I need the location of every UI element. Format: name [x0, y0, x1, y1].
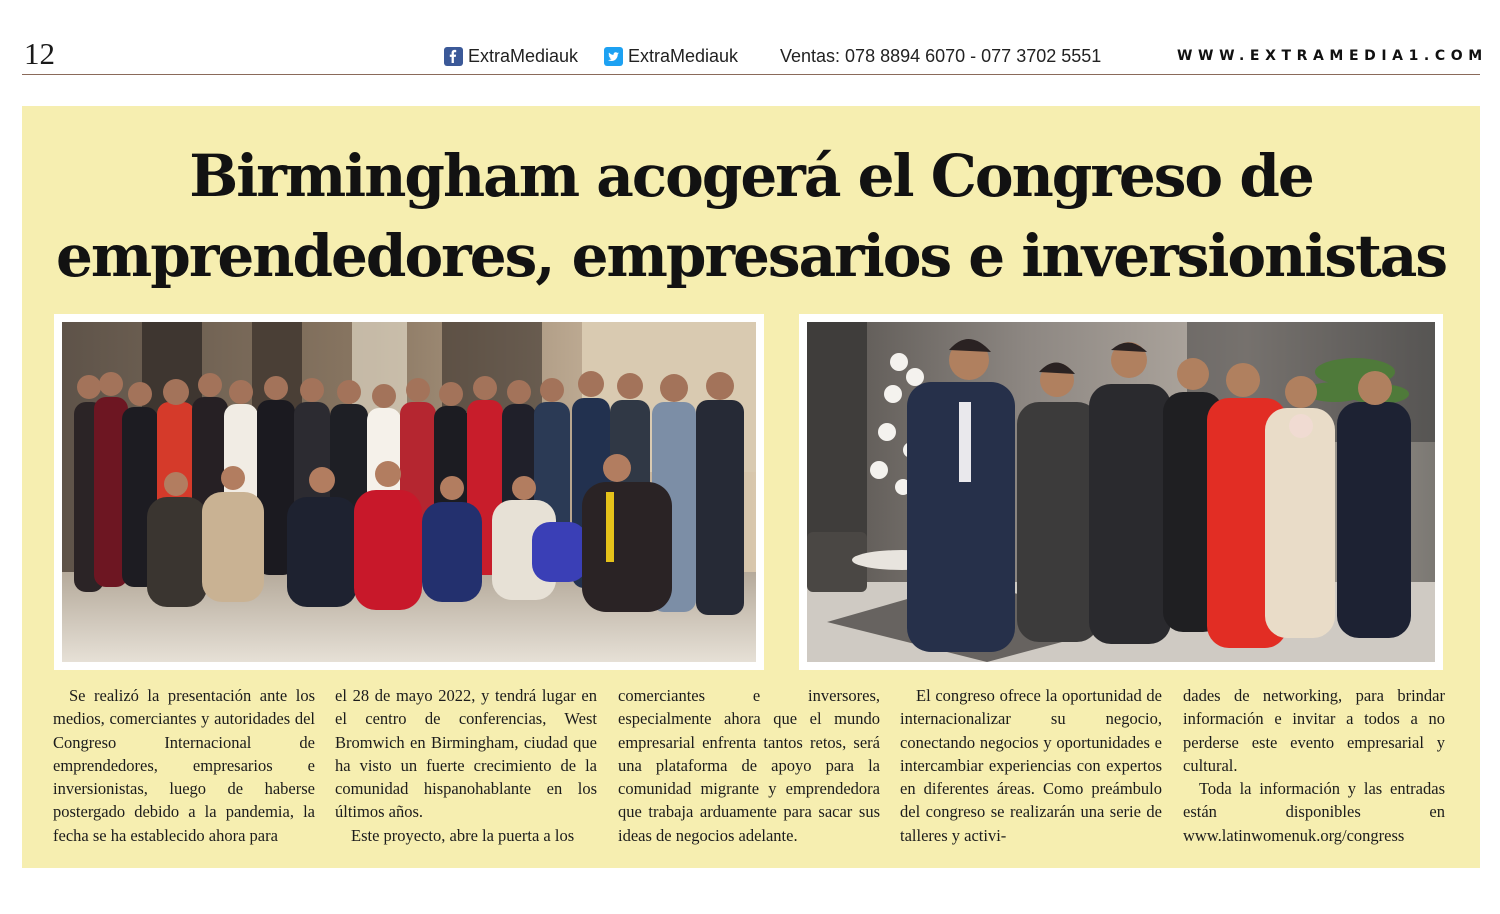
twitter-icon: [604, 47, 623, 66]
group-photo-event-image: [62, 322, 756, 662]
twitter-handle: ExtraMediauk: [628, 46, 739, 66]
article-paragraph: el 28 de mayo 2022, y tendrá lugar en el centro de conferencias, West Bromwich en Birmingham, ciudad que ha visto un fuerte crecimiento de la comunidad hispanohablante en los últimos años.: [335, 686, 597, 822]
article-column-4: [900, 684, 1162, 847]
article-paragraph: Toda la información y las entradas están disponibles en www.latinwomenuk.org/congress: [1183, 779, 1445, 845]
page-number: 12: [24, 36, 55, 71]
article-panel: [22, 106, 1480, 868]
header-divider: [22, 74, 1480, 75]
sales-phone: Ventas: 078 8894 6070 - 077 3702 5551: [780, 46, 1102, 66]
headline-line-2: emprendedores, empresarios e inversionistas: [56, 222, 1446, 290]
article-column-5: [1183, 684, 1445, 847]
group-photo-organizers: [799, 314, 1443, 670]
group-photo-event: [54, 314, 764, 670]
article-paragraph: comerciantes e inversores, especialmente ahora que el mundo empresarial enfrenta tantos retos, será una plataforma de apoyo para la comunidad migrante y emprendedora que trabaja arduamente para sacar sus ideas de negocios adelante.: [618, 686, 880, 845]
article-column-3: [618, 684, 880, 847]
article-paragraph: Este proyecto, abre la puerta a los: [351, 825, 575, 845]
facebook-icon: [444, 47, 463, 66]
article-column-1: [53, 684, 315, 847]
facebook-handle: ExtraMediauk: [468, 46, 579, 66]
article-paragraph: El congreso ofrece la oportunidad de internacionalizar su negocio, conectando negocios y oportunidades e intercambiar experiencias con expertos en diferentes áreas. Como preámbulo del congreso se realizarán una serie de talleres y activi-: [900, 686, 1162, 845]
article-paragraph: Se realizó la presentación ante los medios, comerciantes y autoridades del Congreso Internacional de emprendedores, empresarios e inversionistas, luego de haberse postergado debido a la pandemia, la fecha se ha establecido ahora para: [53, 686, 315, 845]
twitter-link[interactable]: [604, 44, 738, 68]
group-photo-organizers-image: [807, 322, 1435, 662]
facebook-link[interactable]: [444, 44, 578, 68]
article-headline: [22, 136, 1480, 296]
website-link[interactable]: WWW.EXTRAMEDIA1.COM: [1177, 48, 1488, 64]
article-paragraph: dades de networking, para brindar información e invitar a todos a no perderse este evento empresarial y cultural.: [1183, 686, 1445, 775]
article-column-2: [335, 684, 597, 847]
headline-line-1: Birmingham acogerá el Congreso de: [189, 142, 1313, 210]
